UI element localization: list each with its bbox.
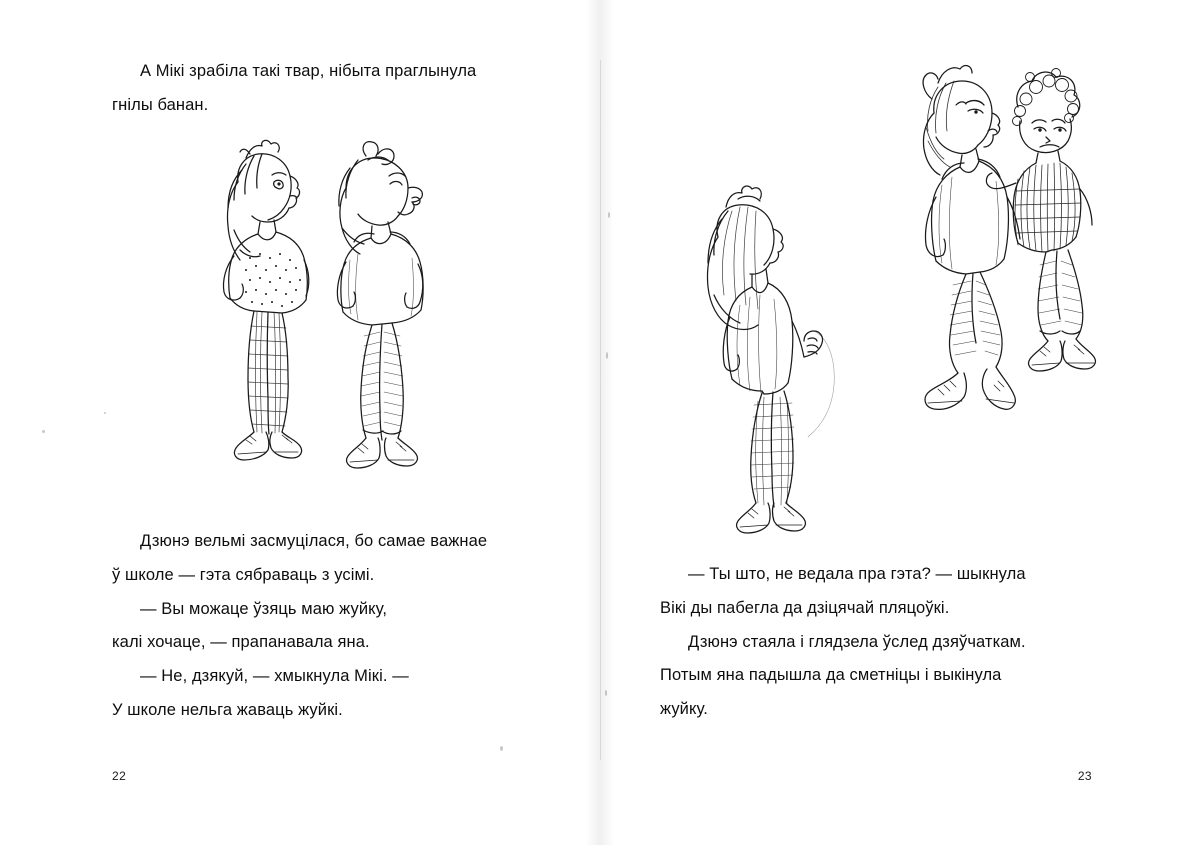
paper-speck — [104, 412, 106, 414]
right-bottom-line-4: Потым яна падышла да сметніцы і выкінула — [660, 666, 1002, 685]
left-page-number: 22 — [112, 769, 127, 783]
right-page — [600, 0, 1200, 845]
left-top-text — [112, 55, 542, 123]
left-top-line-2: гнілы банан. — [112, 95, 209, 114]
left-bottom-line-2: ў школе — гэта сябраваць з усімі. — [112, 565, 375, 584]
right-bottom-line-5: жуйку. — [660, 700, 708, 719]
right-bottom-line-2: Вікі ды пабегла да дзіцячай пляцоўкі. — [660, 598, 950, 617]
left-top-line-1: А Мікі зрабіла такі твар, нібыта праглынула — [140, 62, 477, 80]
paper-speck — [42, 430, 45, 433]
two-girls-walking-drawing — [150, 130, 480, 520]
right-bottom-line-1: — Ты што, не ведала пра гэта? — шыкнула — [688, 565, 1026, 583]
right-bottom-line-3: Дзюнэ стаяла і глядзела ўслед дзяўчаткам. — [688, 632, 1026, 651]
left-bottom-text — [112, 525, 552, 728]
paper-speck — [608, 212, 610, 218]
paper-speck — [606, 352, 608, 359]
illustration-girl-watching-two-run — [680, 55, 1180, 545]
paper-speck — [500, 746, 503, 751]
right-page-number: 23 — [1077, 769, 1092, 783]
left-bottom-line-4: калі хочаце, — прапанавала яна. — [112, 633, 370, 652]
left-bottom-line-3: — Вы можаце ўзяць маю жуйку, — [140, 599, 388, 618]
right-bottom-text — [660, 558, 1120, 727]
illustration-two-girls-walking — [150, 130, 480, 520]
left-bottom-line-6: У школе нельга жаваць жуйкі. — [112, 701, 343, 720]
girl-watching-drawing — [680, 55, 1180, 545]
left-bottom-line-1: Дзюнэ вельмі засмуцілася, бо самае важнае — [140, 532, 488, 550]
left-bottom-line-5: — Не, дзякуй, — хмыкнула Мікі. — — [140, 667, 409, 686]
paper-speck — [605, 690, 607, 696]
